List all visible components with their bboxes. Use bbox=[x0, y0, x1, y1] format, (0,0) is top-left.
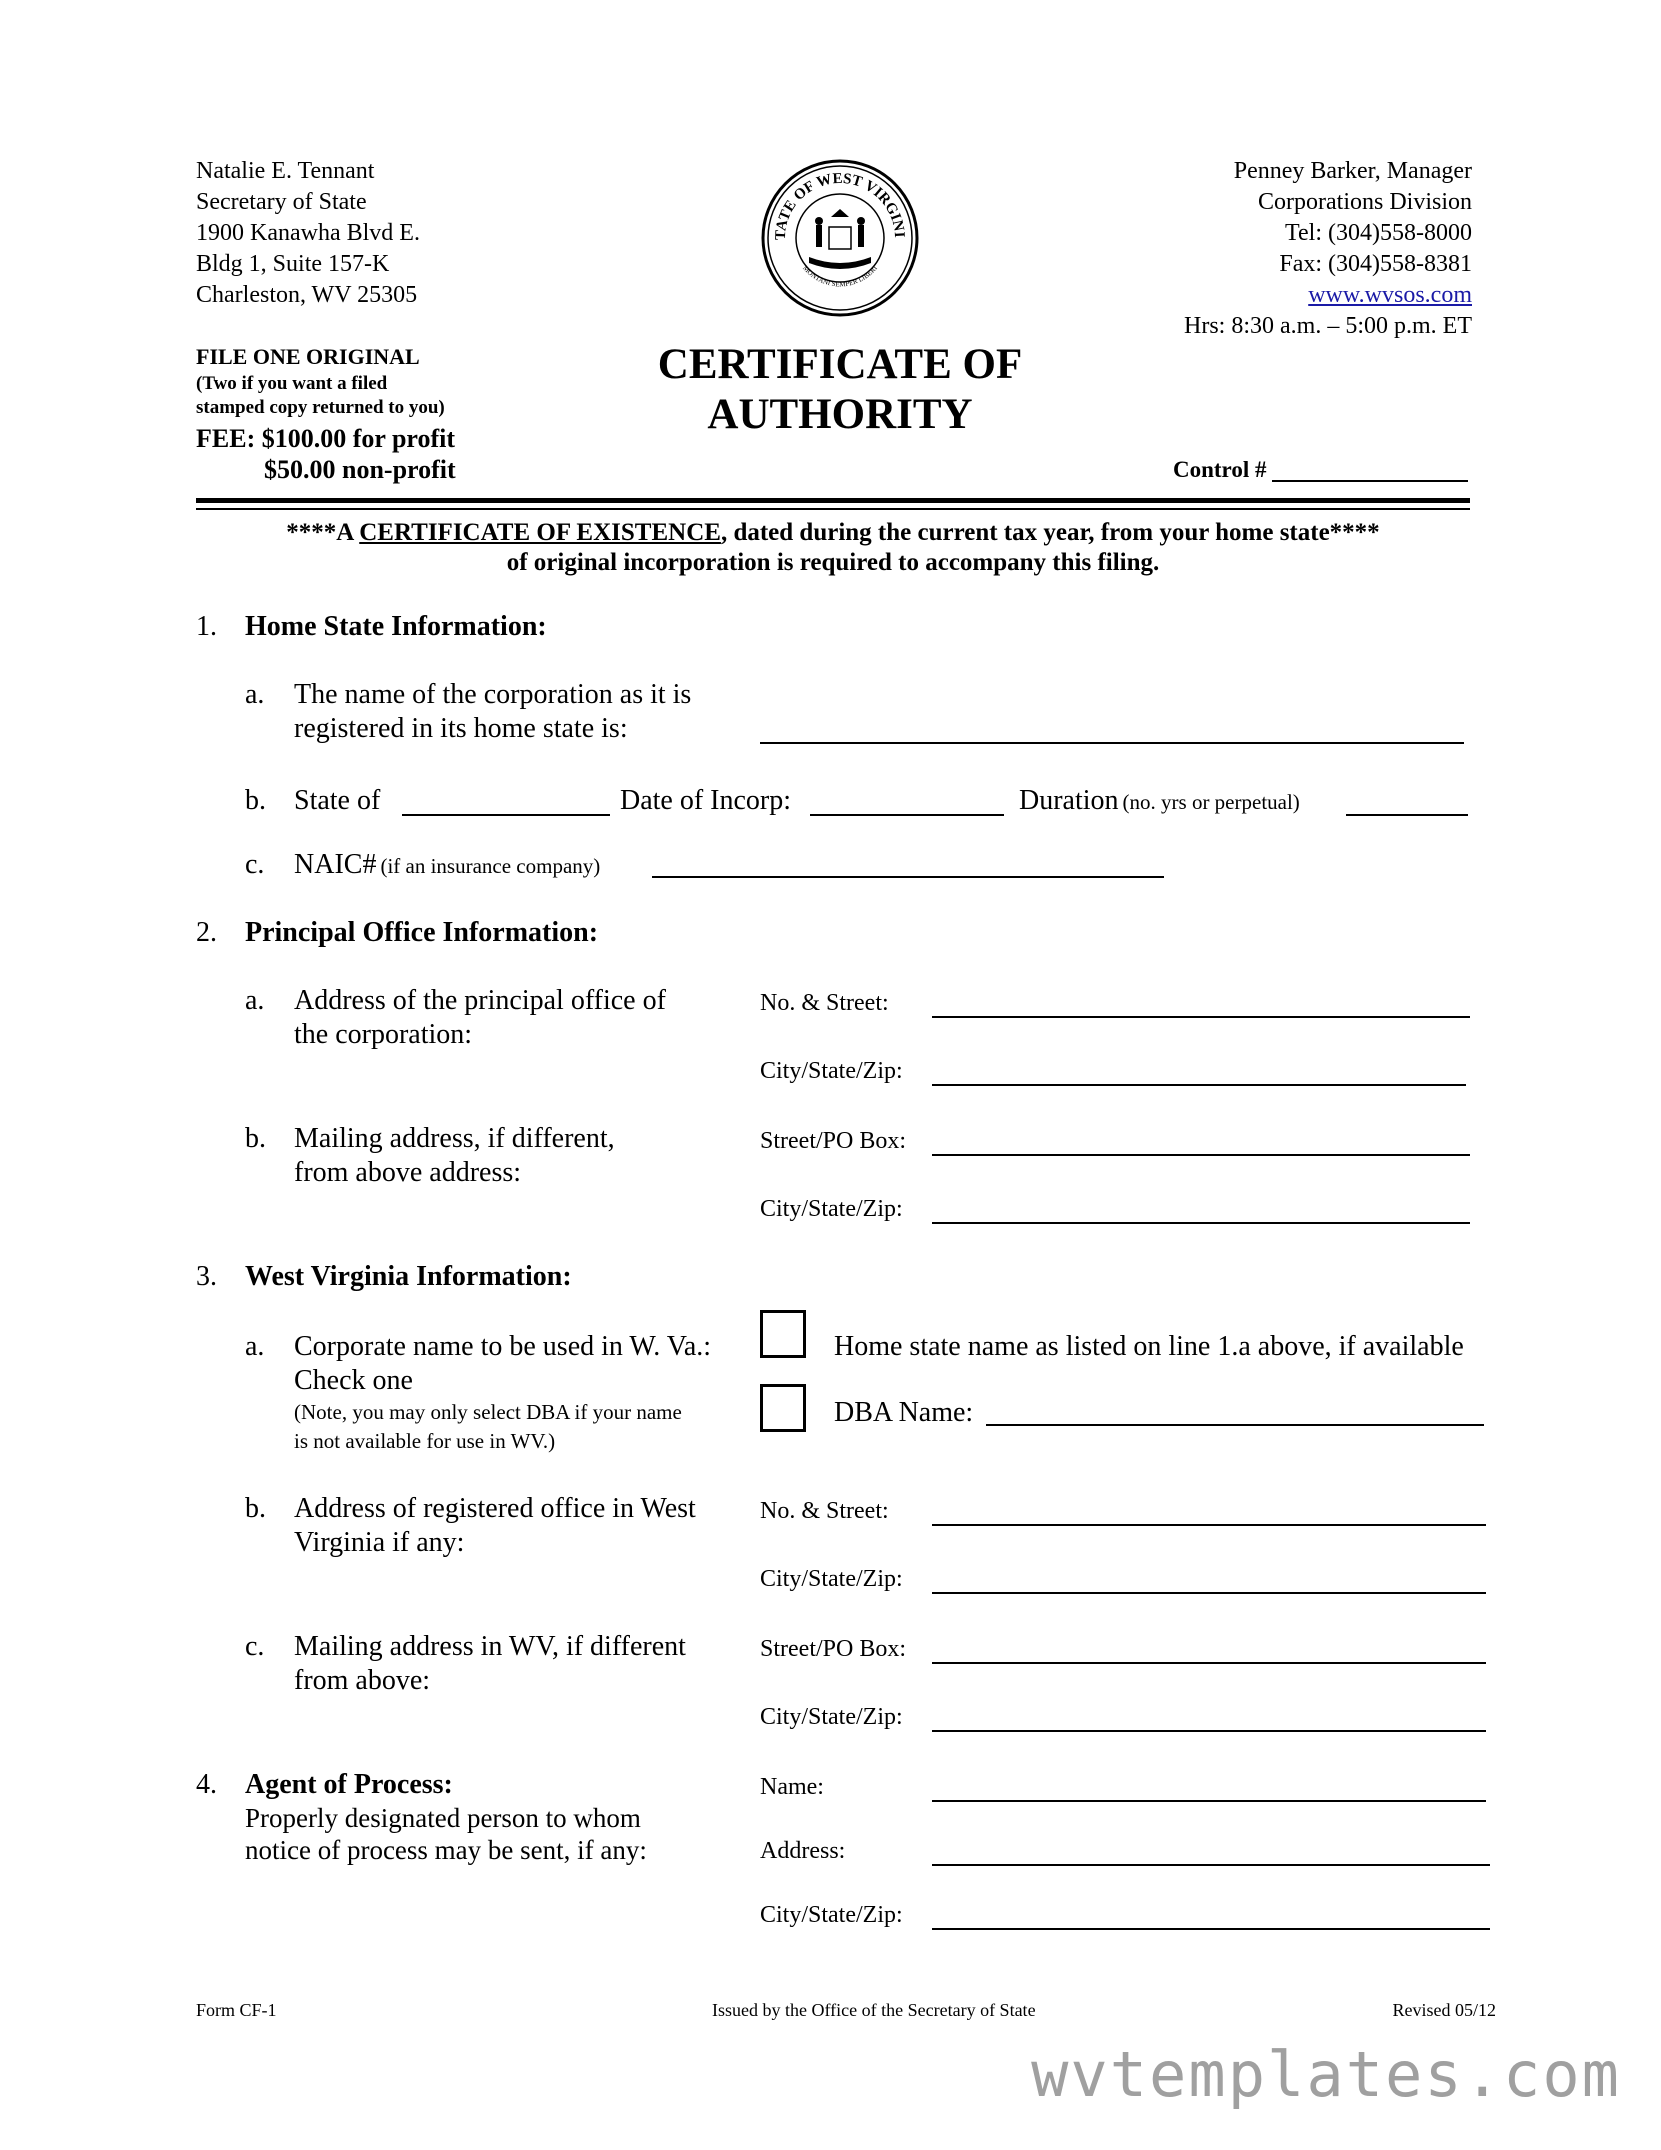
revised-date: Revised 05/12 bbox=[1392, 2000, 1496, 2020]
website-link[interactable]: www.wvsos.com bbox=[1308, 282, 1472, 308]
fee-non-profit: $50.00 non-profit bbox=[264, 455, 456, 484]
s3c-letter: c. bbox=[245, 1631, 265, 1662]
s2a-letter: a. bbox=[245, 985, 265, 1016]
s1c-letter: c. bbox=[245, 849, 265, 880]
section-4-title: Agent of Process: bbox=[245, 1769, 453, 1800]
agent-name-field[interactable] bbox=[932, 1800, 1486, 1802]
svg-text:STATE OF WEST VIRGINIA bbox=[759, 157, 907, 240]
page-title bbox=[540, 340, 1140, 440]
sos-name: Natalie E. Tennant bbox=[196, 158, 375, 184]
section-4-number: 4. bbox=[196, 1769, 217, 1800]
date-of-incorp-field[interactable] bbox=[810, 814, 1004, 816]
division-name: Corporations Division bbox=[1258, 189, 1472, 215]
home-state-name-option: Home state name as listed on line 1.a above, if available bbox=[834, 1331, 1464, 1362]
s2b-label: Mailing address, if different, from above address: bbox=[294, 1123, 615, 1188]
agent-city-label: City/State/Zip: bbox=[760, 1902, 903, 1928]
section-1-number: 1. bbox=[196, 611, 217, 642]
s3b-letter: b. bbox=[245, 1493, 266, 1524]
section-3-number: 3. bbox=[196, 1261, 217, 1292]
mailing-city-label: City/State/Zip: bbox=[760, 1196, 903, 1222]
wv-mailing-street-field[interactable] bbox=[932, 1662, 1486, 1664]
section-2-title: Principal Office Information: bbox=[245, 917, 599, 948]
principal-city-label: City/State/Zip: bbox=[760, 1058, 903, 1084]
stamped-copy-note: stamped copy returned to you) bbox=[196, 397, 445, 418]
agent-address-label: Address: bbox=[760, 1838, 846, 1864]
sos-suite: Bldg 1, Suite 157-K bbox=[196, 251, 390, 277]
issued-by: Issued by the Office of the Secretary of State bbox=[712, 2000, 1036, 2020]
duration-field[interactable] bbox=[1346, 814, 1468, 816]
wv-mailing-city-label: City/State/Zip: bbox=[760, 1704, 903, 1730]
section-2-number: 2. bbox=[196, 917, 217, 948]
wv-mailing-city-field[interactable] bbox=[932, 1730, 1486, 1732]
form-number: Form CF-1 bbox=[196, 2000, 277, 2020]
fax: Fax: (304)558-8381 bbox=[1279, 251, 1472, 277]
notice-suffix: , dated during the current tax year, from your home state**** bbox=[720, 519, 1380, 546]
wv-registered-street-field[interactable] bbox=[932, 1524, 1486, 1526]
notice-line-2: of original incorporation is required to accompany this filing. bbox=[506, 549, 1160, 576]
duration-label: Duration (no. yrs or perpetual) bbox=[1019, 785, 1300, 816]
sos-street: 1900 Kanawha Blvd E. bbox=[196, 220, 420, 246]
principal-street-label: No. & Street: bbox=[760, 990, 889, 1016]
s1a-letter: a. bbox=[245, 679, 265, 710]
wv-registered-city-label: City/State/Zip: bbox=[760, 1566, 903, 1592]
s3a-letter: a. bbox=[245, 1331, 265, 1362]
naic-field[interactable] bbox=[652, 876, 1164, 878]
section-1-title: Home State Information: bbox=[245, 611, 547, 642]
agent-name-label: Name: bbox=[760, 1774, 824, 1800]
seal-top-text: TATE OF WEST VIRGINI bbox=[772, 170, 908, 241]
seal-bottom-text: MONTANI SEMPER LIBERI bbox=[801, 264, 879, 289]
state-seal bbox=[759, 157, 921, 319]
s3c-label: Mailing address in WV, if different from above: bbox=[294, 1631, 686, 1696]
header-rule-thick bbox=[196, 498, 1470, 503]
division-contact-block bbox=[1184, 156, 1472, 342]
dba-name-checkbox[interactable] bbox=[760, 1384, 806, 1432]
section-3-title: West Virginia Information: bbox=[245, 1261, 572, 1292]
existence-notice bbox=[196, 518, 1470, 578]
two-copies-note: (Two if you want a filed bbox=[196, 373, 388, 394]
control-number-label: Control # bbox=[1173, 457, 1267, 482]
wv-registered-city-field[interactable] bbox=[932, 1592, 1486, 1594]
home-state-name-field[interactable] bbox=[760, 742, 1464, 744]
section-4-label: Agent of Process: Properly designated person to whom notice of process may be sent, if any: bbox=[245, 1769, 647, 1865]
s2a-label: Address of the principal office of the corporation: bbox=[294, 985, 666, 1050]
agent-address-field[interactable] bbox=[932, 1864, 1490, 1866]
telephone: Tel: (304)558-8000 bbox=[1285, 220, 1472, 246]
s1b-letter: b. bbox=[245, 785, 266, 816]
date-of-incorp-label: Date of Incorp: bbox=[620, 785, 792, 816]
title-line-2: AUTHORITY bbox=[707, 391, 973, 438]
agent-city-field[interactable] bbox=[932, 1928, 1490, 1930]
state-of-label: State of bbox=[294, 785, 381, 816]
notice-prefix: ****A bbox=[286, 519, 360, 546]
header-rule-thin bbox=[196, 508, 1470, 510]
dba-name-field[interactable] bbox=[986, 1424, 1484, 1426]
naic-label: NAIC# (if an insurance company) bbox=[294, 849, 601, 880]
control-number-field[interactable] bbox=[1272, 480, 1468, 482]
mailing-street-field[interactable] bbox=[932, 1154, 1470, 1156]
principal-city-field[interactable] bbox=[932, 1084, 1466, 1086]
office-hours: Hrs: 8:30 a.m. – 5:00 p.m. ET bbox=[1184, 313, 1472, 339]
watermark-text: wvtemplates.com bbox=[1031, 2038, 1621, 2111]
sos-title: Secretary of State bbox=[196, 189, 367, 215]
wv-mailing-street-label: Street/PO Box: bbox=[760, 1636, 907, 1662]
s3a-label: Corporate name to be used in W. Va.: Check one (Note, you may only select DBA if your name is not available for use in WV.) bbox=[294, 1331, 712, 1453]
sos-address-block bbox=[196, 156, 420, 311]
s3b-label: Address of registered office in West Virginia if any: bbox=[294, 1493, 696, 1558]
wv-registered-street-label: No. & Street: bbox=[760, 1498, 889, 1524]
s1a-label: The name of the corporation as it is registered in its home state is: bbox=[294, 679, 692, 744]
mailing-city-field[interactable] bbox=[932, 1222, 1470, 1224]
home-state-name-checkbox[interactable] bbox=[760, 1310, 806, 1358]
manager-name: Penney Barker, Manager bbox=[1233, 158, 1472, 184]
mailing-street-label: Street/PO Box: bbox=[760, 1128, 907, 1154]
notice-underlined: CERTIFICATE OF EXISTENCE bbox=[359, 519, 721, 546]
title-line-1: CERTIFICATE OF bbox=[657, 341, 1023, 388]
sos-city: Charleston, WV 25305 bbox=[196, 282, 418, 308]
dba-name-label: DBA Name: bbox=[834, 1397, 974, 1428]
fee-for-profit: FEE: $100.00 for profit bbox=[196, 424, 456, 453]
state-of-field[interactable] bbox=[402, 814, 610, 816]
file-one-original: FILE ONE ORIGINAL bbox=[196, 344, 420, 369]
principal-street-field[interactable] bbox=[932, 1016, 1470, 1018]
s2b-letter: b. bbox=[245, 1123, 266, 1154]
